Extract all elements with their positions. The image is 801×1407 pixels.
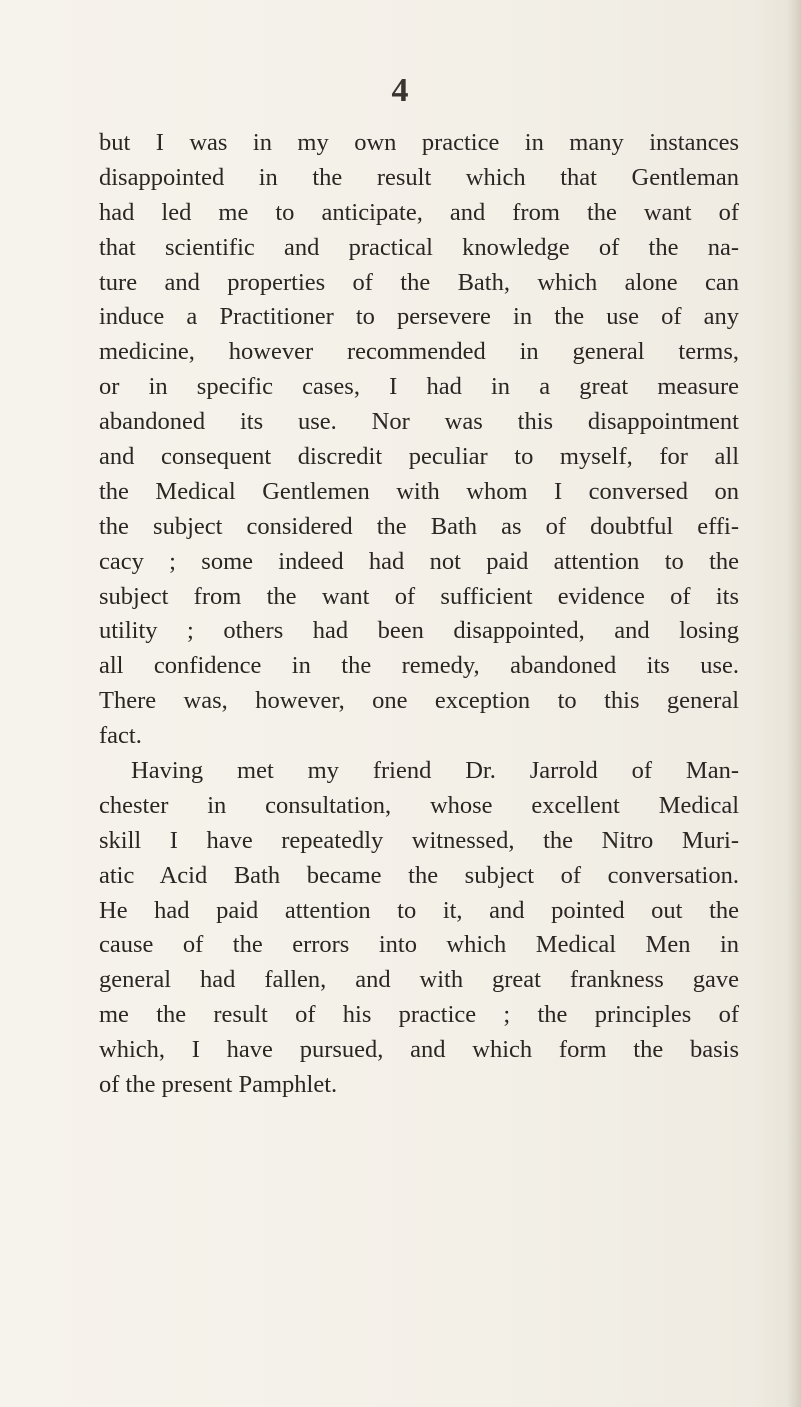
text-line: skill I have repeatedly witnessed, the Nitro Muri- — [99, 826, 739, 854]
page-number: 4 — [391, 72, 409, 109]
page-edge-shadow — [787, 0, 801, 1407]
text-line: He had paid attention to it, and pointed out the — [99, 896, 739, 924]
body-text — [99, 126, 739, 1103]
text-line: but I was in my own practice in many instances — [99, 129, 739, 156]
text-line: cacy ; some indeed had not paid attention to the — [99, 547, 739, 575]
text-line: subject from the want of sufficient evidence of its — [99, 582, 739, 610]
text-line: disappointed in the result which that Gentleman — [99, 163, 739, 191]
text-line: induce a Practitioner to persevere in the use of any — [99, 303, 739, 331]
text-line: atic Acid Bath became the subject of conversation. — [99, 861, 739, 889]
text-line: utility ; others had been disappointed, and losing — [99, 617, 739, 645]
text-line: cause of the errors into which Medical Men in — [99, 931, 739, 959]
text-line: the Medical Gentlemen with whom I conversed on — [99, 477, 739, 505]
text-line: the subject considered the Bath as of doubtful effi- — [99, 512, 739, 540]
text-line: abandoned its use. Nor was this disappointment — [99, 408, 739, 436]
text-line: fact. — [99, 722, 142, 750]
text-line: general had fallen, and with great frankness gave — [99, 966, 739, 994]
text-line: or in specific cases, I had in a great measure — [99, 373, 739, 401]
text-line: medicine, however recommended in general terms, — [99, 338, 739, 366]
text-line: which, I have pursued, and which form the basis — [99, 1036, 739, 1064]
text-line: of the present Pamphlet. — [99, 1071, 338, 1099]
paragraph-start-line: Having met my friend Dr. Jarrold of Man- — [131, 757, 739, 785]
text-line: ture and properties of the Bath, which alone can — [99, 268, 739, 296]
text-line: all confidence in the remedy, abandoned its use. — [99, 652, 739, 680]
text-line: There was, however, one exception to this general — [99, 687, 739, 715]
text-line: and consequent discredit peculiar to myself, for all — [99, 443, 739, 471]
text-line: me the result of his practice ; the principles of — [99, 1001, 739, 1029]
text-line: that scientific and practical knowledge of the na- — [99, 233, 739, 261]
text-line: had led me to anticipate, and from the want of — [99, 198, 739, 226]
text-line: chester in consultation, whose excellent Medical — [99, 791, 739, 819]
